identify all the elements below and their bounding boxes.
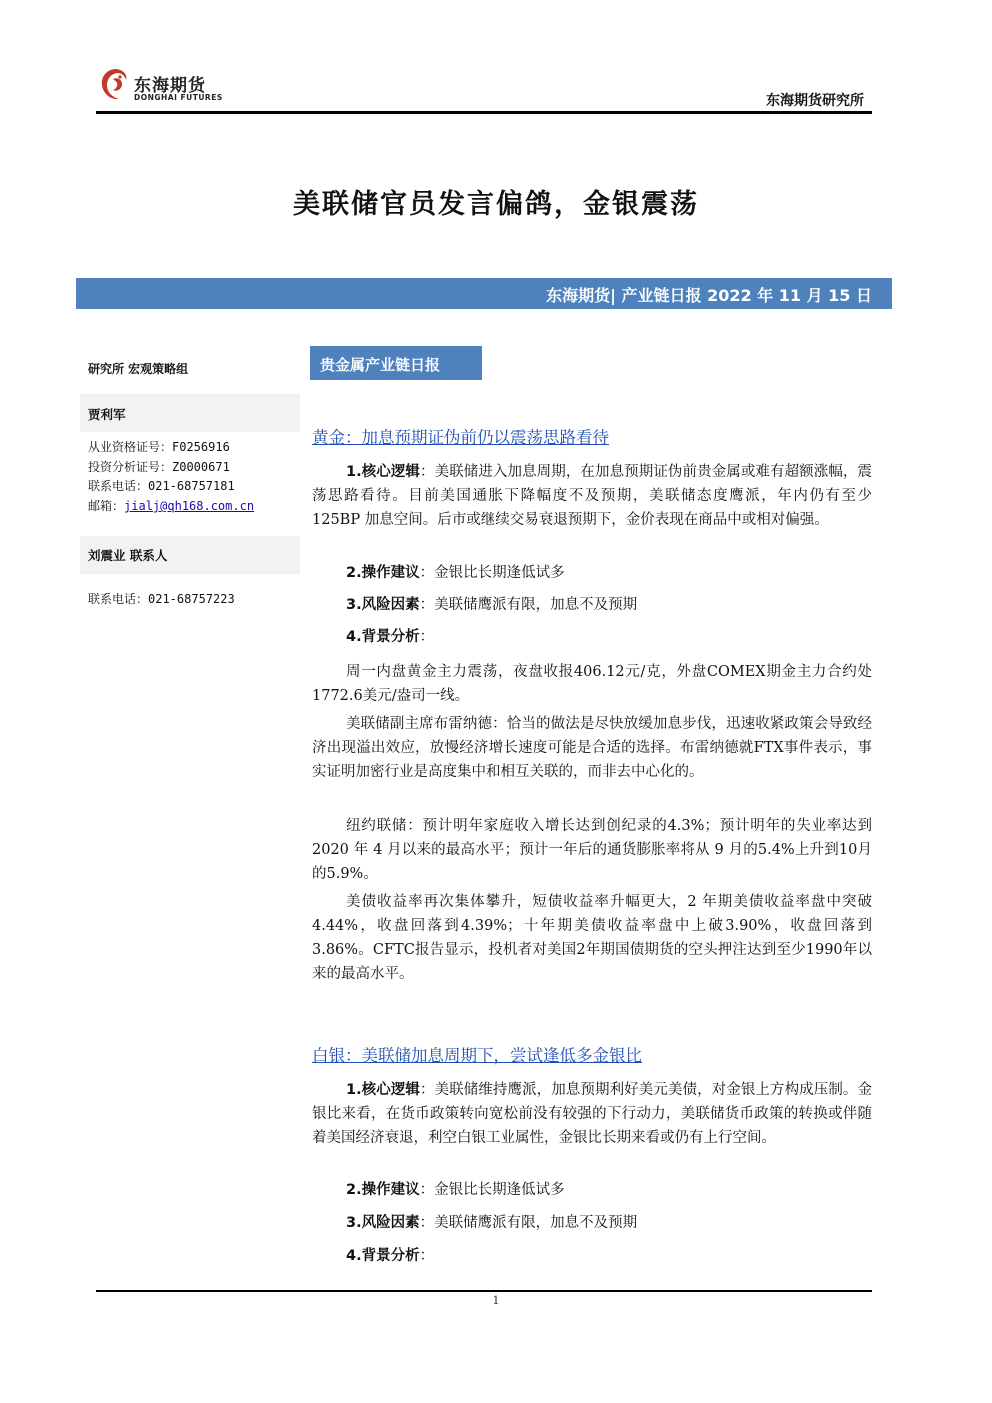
gold-risk-text: ：美联储鹰派有限，加息不及预期 (419, 597, 638, 613)
header-institute: 东海期货研究所 (766, 93, 864, 109)
section-tag (310, 346, 482, 380)
silver-core-logic-label: 1.核心逻辑 (346, 1082, 421, 1098)
gold-bg-paragraph-3: 纽约联储：预计明年家庭收入增长达到创纪录的4.3%；预计明年的失业率达到 2020 年 4 月以来的最高水平；预计一年后的通货膨胀率将从 9 月的5.4%上升到10月的5.9%。 (312, 818, 872, 882)
silver-operation-text: ：金银比长期逢低试多 (419, 1182, 565, 1198)
header-divider (96, 111, 872, 114)
page-number: 1 (492, 1294, 500, 1307)
logo-chinese-name: 东海期货 (134, 76, 206, 96)
analyst1-phone: 联系电话：021-68757181 (88, 479, 235, 493)
silver-background-label: 4.背景分析 (346, 1248, 420, 1264)
gold-background (312, 625, 872, 649)
gold-core-logic-text: ：美联储进入加息周期，在加息预期证伪前贵金属或难有超额涨幅，震荡思路看待。目前美国通胀下降幅度不及预期，美联储态度鹰派，年内仍有至少 125BP 加息空间。后市或继续交易衰退预期下，金价表现在商品中或相对偏强。 (312, 464, 872, 528)
analyst1-qualification: 从业资格证号：F0256916 (88, 440, 230, 454)
gold-heading: 黄金：加息预期证伪前仍以震荡思路看待 (312, 428, 609, 447)
email-label: 邮箱： (88, 499, 125, 513)
silver-background-colon: ： (419, 1248, 435, 1264)
gold-bg-paragraph-2: 美联储副主席布雷纳德：恰当的做法是尽快放缓加息步伐，迅速收紧政策会导致经济出现溢出效应，放慢经济增长速度可能是合适的选择。布雷纳德就FTX事件表示，事实证明加密行业是高度集中和相互关联的，而非去中心化的。 (312, 716, 872, 780)
analyst1-name: 贾利军 (88, 407, 126, 422)
section-tag-label: 贵金属产业链日报 (320, 356, 441, 374)
banner-text: 东海期货| 产业链日报 2022 年 11 月 15 日 (546, 286, 872, 305)
gold-risk (312, 593, 872, 617)
silver-heading: 白银：美联储加息周期下，尝试逢低多金银比 (312, 1046, 642, 1065)
document-title: 美联储官员发言偏鸽，金银震荡 (293, 189, 699, 220)
silver-operation (312, 1178, 872, 1202)
silver-risk-text: ：美联储鹰派有限，加息不及预期 (419, 1215, 638, 1231)
gold-bg-paragraph-1: 周一内盘黄金主力震荡，夜盘收报406.12元/克，外盘COMEX期金主力合约处1772.6美元/盎司一线。 (312, 664, 872, 704)
silver-risk (312, 1211, 872, 1235)
gold-operation-text: ：金银比长期逢低试多 (419, 565, 565, 581)
analyst1-analysis-cert: 投资分析证号：Z0000671 (88, 460, 230, 474)
report-banner (76, 278, 892, 309)
analyst1-email-row (88, 497, 254, 514)
analyst2-name: 刘震业 联系人 (88, 548, 168, 563)
gold-background-colon: ： (419, 629, 435, 645)
analyst2-phone: 联系电话：021-68757223 (88, 592, 235, 606)
dragon-logo-icon (98, 66, 132, 104)
silver-risk-label: 3.风险因素 (346, 1215, 420, 1231)
silver-operation-label: 2.操作建议 (346, 1182, 420, 1198)
analyst1-email-link[interactable]: jialj@qh168.com.cn (124, 499, 255, 513)
silver-core-logic (312, 1078, 872, 1150)
gold-risk-label: 3.风险因素 (346, 597, 420, 613)
gold-operation-label: 2.操作建议 (346, 565, 420, 581)
donghai-logo (98, 66, 228, 106)
sidebar-department: 研究所 宏观策略组 (88, 362, 189, 376)
gold-bg-paragraph-4: 美债收益率再次集体攀升，短债收益率升幅更大，2 年期美债收益率盘中突破4.44%，收盘回落到4.39%；十年期美债收益率盘中上破3.90%，收盘回落到3.86%。CFTC报告显示，投机者对美国2年期国债期货的空头押注达到至少1990年以来的最高水平。 (312, 894, 872, 982)
gold-background-label: 4.背景分析 (346, 629, 420, 645)
gold-operation (312, 561, 872, 585)
gold-core-logic-label: 1.核心逻辑 (346, 464, 421, 480)
footer-divider (96, 1290, 872, 1292)
gold-core-logic (312, 460, 872, 532)
silver-core-logic-text: ：美联储维持鹰派，加息预期利好美元美债，对金银上方构成压制。金银比来看，在货币政策转向宽松前没有较强的下行动力，美联储货币政策的转换或伴随着美国经济衰退，利空白银工业属性，金银比长期来看或仍有上行空间。 (312, 1082, 872, 1146)
silver-background (312, 1244, 872, 1268)
logo-english-name: DONGHAI FUTURES (134, 93, 223, 102)
